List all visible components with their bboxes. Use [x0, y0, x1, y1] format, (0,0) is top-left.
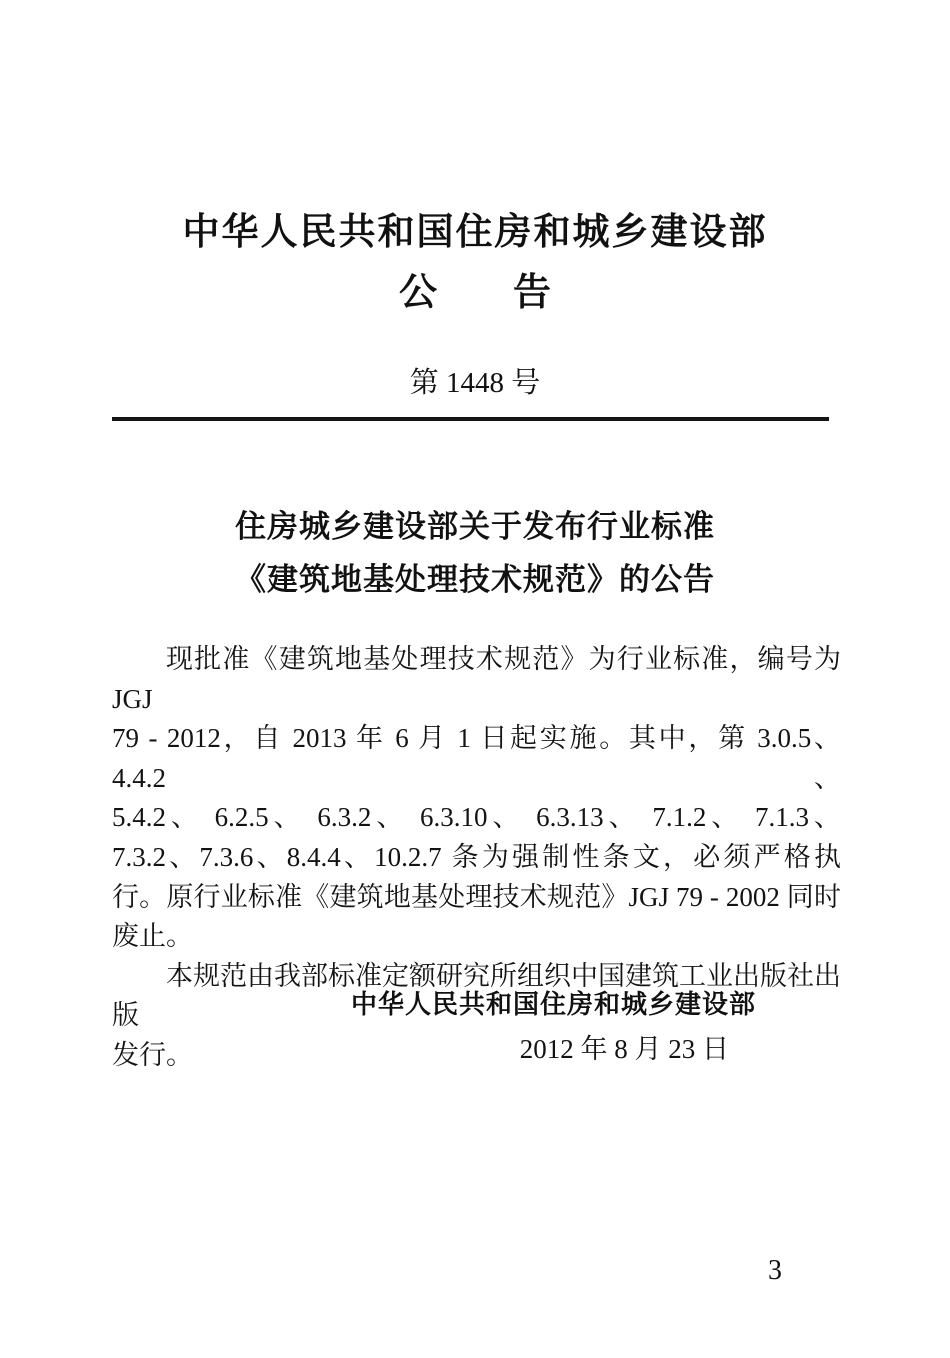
document-title	[0, 500, 950, 606]
document-title-line2: 《建筑地基处理技术规范》的公告	[235, 562, 715, 597]
body-line: 79 - 2012，自 2013 年 6 月 1 日起实施。其中，第 3.0.5、4.4.2、	[112, 723, 841, 793]
signature-date: 2012 年 8 月 23 日	[519, 1034, 729, 1064]
horizontal-divider-rule	[112, 417, 829, 421]
announcement-heading: 公 告	[398, 272, 551, 314]
ministry-header-title: 中华人民共和国住房和城乡建设部	[182, 211, 768, 252]
signature-ministry-name: 中华人民共和国住房和城乡建设部	[350, 989, 756, 1019]
page-number: 3	[768, 1255, 782, 1286]
body-line: 本规范由我部标准定额研究所组织中国建筑工业出版社出版	[112, 960, 841, 1031]
body-line: 发行。	[112, 1039, 193, 1070]
body-line: 7.3.2、7.3.6、8.4.4、10.2.7 条为强制性条文，必须严格执	[112, 841, 841, 872]
body-line: 5.4.2、 6.2.5、 6.3.2、 6.3.10、 6.3.13、 7.1.2、 7.1.3、	[112, 802, 841, 833]
document-title-line1: 住房城乡建设部关于发布行业标准	[235, 509, 715, 544]
body-line: 现批准《建筑地基处理技术规范》为行业标准，编号为 JGJ	[112, 644, 841, 714]
body-line: 废止。	[112, 921, 193, 952]
body-line: 行。原行业标准《建筑地基处理技术规范》JGJ 79 - 2002 同时	[112, 881, 841, 912]
issue-number: 第 1448 号	[409, 367, 541, 399]
